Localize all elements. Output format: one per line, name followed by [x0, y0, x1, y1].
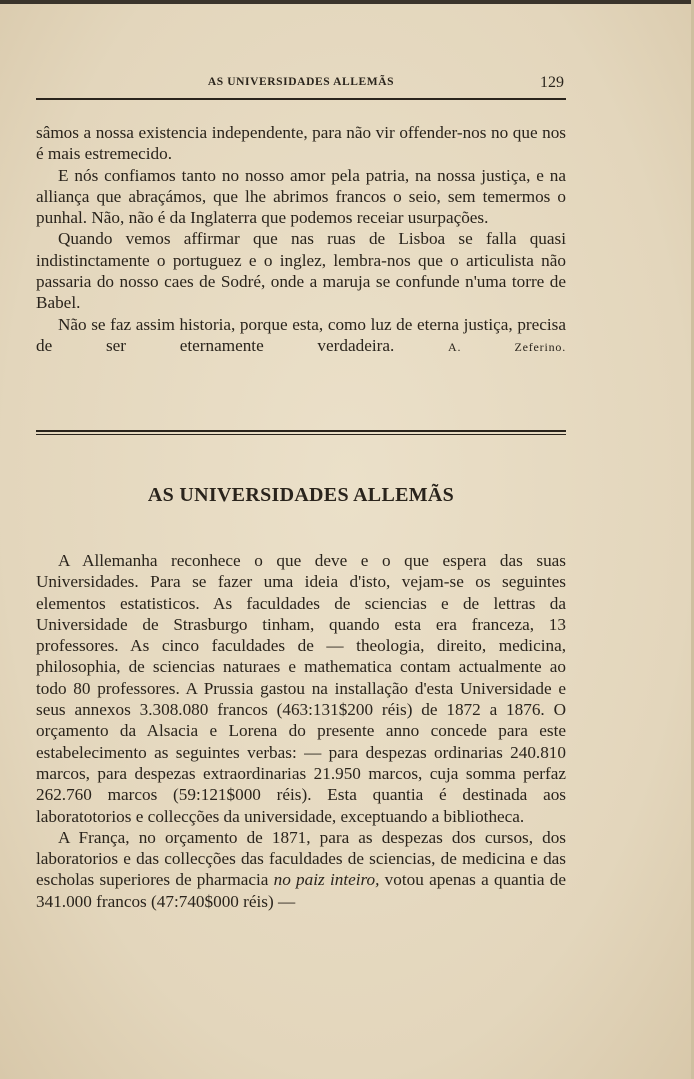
paragraph: A Allemanha reconhece o que deve e o que espera das suas Universidades. Para se fazer uma ideia d'isto, vejam-se os seguintes elementos estatisticos. As faculdades de sciencias e de lettras da Universidade de Strasburgo tinham, quando esta era franceza, 13 professores. As cinco faculdades de — theologia, direito, medicina, philosophia, de sciencias naturaes e mathematica contam actualmente ao todo 80 professores. A Prussia gastou na installação d'esta Universidade e seus annexos 3.308.080 francos (463:131$200 réis) de 1872 a 1876. O orçamento da Alsacia e Lorena do presente anno concede para este estabelecimento as seguintes verbas: — para despezas ordinarias 240.810 marcos, para despezas extraordinarias 21.950 marcos, cuja somma perfaz 262.760 marcos (59:121$000 réis). Esta quantia é destinada aos laboratotorios e collecções da universidade, exceptuando a bibliotheca. — [36, 551, 566, 826]
author-signature: A. Zeferino. — [447, 339, 566, 354]
paragraph-continuation: sâmos a nossa existencia independente, para não vir offender-nos no que nos é mais estremecido. — [36, 123, 566, 164]
paragraph: Quando vemos affirmar que nas ruas de Lisboa se falla quasi indistinctamente o portuguez e o inglez, lembra-nos que o articulista não passaria do nosso caes de Sodré, onde a maruja se confunde n'uma torre de Babel. — [36, 229, 566, 313]
running-header — [36, 74, 566, 94]
previous-article-text — [36, 122, 566, 358]
header-rule — [36, 98, 566, 100]
paragraph: E nós confiamos tanto no nosso amor pela patria, na nossa justiça, e na alliança que abraçámos, que lhe abrimos francos o seio, sem temermos o punhal. Não, não é da Inglaterra que podemos receiar usurpações. — [36, 165, 566, 228]
closing-paragraph — [36, 314, 566, 359]
separator-line-thin — [36, 434, 566, 435]
running-title: AS UNIVERSIDADES ALLEMÃS — [207, 76, 395, 88]
article-title: AS UNIVERSIDADES ALLEMÃS — [147, 484, 455, 506]
page-number: 129 — [540, 74, 564, 91]
closing-paragraph-text: Não se faz assim historia, porque esta, como luz de eterna justiça, precisa de ser eternamente verdadeira. — [36, 314, 566, 355]
paragraph-text-end: votou apenas a quantia de 341.000 francos (47:740$000 réis) — — [36, 870, 566, 911]
paragraph-text: A França, no orçamento de 1871, para as despezas dos cursos, dos laboratorios e das collecções das faculdades de sciencias, de medicina e das escholas superiores de pharmacia — [36, 827, 566, 890]
paragraph — [36, 827, 566, 912]
italic-phrase: no paiz inteiro, — [273, 870, 380, 890]
separator-line-thick — [36, 430, 566, 432]
scan-top-edge — [0, 0, 694, 4]
article-text — [36, 550, 566, 912]
